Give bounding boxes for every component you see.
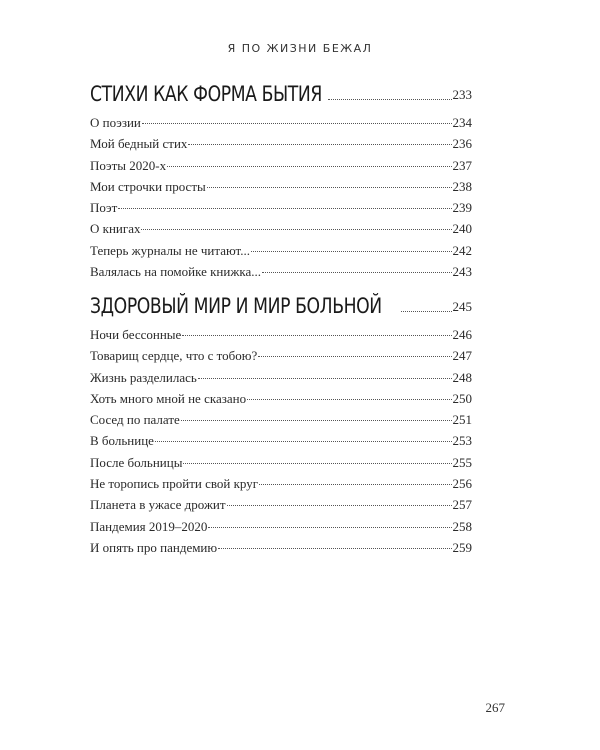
dot-leader [181, 420, 452, 421]
dot-leader [401, 311, 452, 312]
entry-list [90, 327, 472, 561]
entry-page-number: 257 [452, 497, 472, 513]
section-page-number: 233 [452, 87, 472, 102]
toc-entry [90, 264, 472, 285]
entry-page-number: 234 [452, 115, 472, 130]
entry-title: О поэзии [90, 115, 141, 130]
toc-entry [90, 200, 472, 221]
running-head: Я ПО ЖИЗНИ БЕЖАЛ [227, 42, 373, 55]
toc-entry [90, 179, 472, 200]
entry-title: Не торопись пройти свой круг [90, 476, 259, 492]
entry-page-number: 251 [452, 412, 472, 428]
entry-title: И опять про пандемию [90, 539, 218, 555]
entry-page-number: 237 [452, 157, 472, 173]
toc-entry [90, 158, 472, 179]
entry-page-number: 258 [452, 518, 472, 534]
entry-title: Пандемия 2019–2020 [90, 518, 208, 534]
section-title: СТИХИ КАК ФОРМА БЫТИЯ [90, 82, 322, 106]
dot-leader [247, 399, 451, 400]
entry-title: После больницы [90, 454, 183, 470]
entry-page-number: 256 [452, 476, 472, 492]
dot-leader [258, 356, 451, 357]
entry-title: Ночи бессонные [90, 327, 182, 342]
dot-leader [183, 463, 451, 464]
toc-entry [90, 348, 472, 369]
toc-entry [90, 455, 472, 476]
entry-title: Поэты 2020-х [90, 157, 167, 173]
toc-entry [90, 433, 472, 454]
dot-leader [227, 505, 452, 506]
dot-leader [167, 166, 451, 167]
toc-entry [90, 136, 472, 157]
entry-title: Валялась на помойке книжка... [90, 264, 261, 280]
entry-page-number: 247 [452, 348, 472, 364]
entry-page-number: 253 [452, 433, 472, 449]
entry-page-number: 259 [452, 539, 472, 555]
dot-leader [155, 441, 452, 442]
entry-title: Хоть много мной не сказано [90, 390, 247, 406]
dot-leader [328, 99, 452, 100]
dot-leader [218, 548, 451, 549]
toc-section [90, 76, 472, 285]
dot-leader [141, 229, 451, 230]
entry-title: Планета в ужасе дрожит [90, 497, 226, 513]
entry-title: Теперь журналы не читают... [90, 242, 250, 258]
toc-entry [90, 115, 472, 136]
dot-leader [198, 378, 452, 379]
entry-title: В больнице [90, 433, 154, 449]
toc-entry [90, 391, 472, 412]
entry-title: Поэт [90, 200, 118, 216]
entry-page-number: 248 [452, 369, 472, 385]
entry-page-number: 240 [452, 221, 472, 237]
toc-entry [90, 370, 472, 391]
entry-title: Сосед по палате [90, 412, 180, 428]
toc-entry [90, 497, 472, 518]
entry-title: Жизнь разделилась [90, 369, 197, 385]
entry-page-number: 242 [452, 242, 472, 258]
entry-page-number: 255 [452, 454, 472, 470]
toc-entry [90, 540, 472, 561]
toc-entry [90, 327, 472, 348]
section-title: ЗДОРОВЫЙ МИР И МИР БОЛЬНОЙ [90, 294, 382, 318]
toc-entry [90, 221, 472, 242]
section-heading-row [90, 288, 472, 318]
dot-leader [262, 272, 452, 273]
toc-entry [90, 476, 472, 497]
toc-entry [90, 519, 472, 540]
entry-page-number: 238 [452, 178, 472, 194]
entry-list [90, 115, 472, 285]
dot-leader [118, 208, 451, 209]
entry-page-number: 243 [452, 264, 472, 280]
section-heading-row [90, 76, 472, 106]
entry-title: Мои строчки просты [90, 178, 206, 194]
toc-section [90, 288, 472, 561]
entry-page-number: 239 [452, 200, 472, 216]
dot-leader [182, 335, 451, 336]
entry-page-number: 250 [452, 390, 472, 406]
dot-leader [259, 484, 451, 485]
entry-title: О книгах [90, 221, 141, 237]
dot-leader [188, 144, 451, 145]
entry-page-number: 236 [452, 136, 472, 152]
section-page-number: 245 [452, 299, 472, 314]
dot-leader [207, 187, 452, 188]
entry-title: Товарищ сердце, что с тобою? [90, 348, 258, 364]
page-number: 267 [485, 700, 505, 715]
toc-entry [90, 243, 472, 264]
toc-entry [90, 412, 472, 433]
entry-page-number: 246 [452, 327, 472, 342]
entry-title: Мой бедный стих [90, 136, 188, 152]
dot-leader [142, 123, 452, 124]
dot-leader [208, 527, 451, 528]
dot-leader [251, 251, 452, 252]
